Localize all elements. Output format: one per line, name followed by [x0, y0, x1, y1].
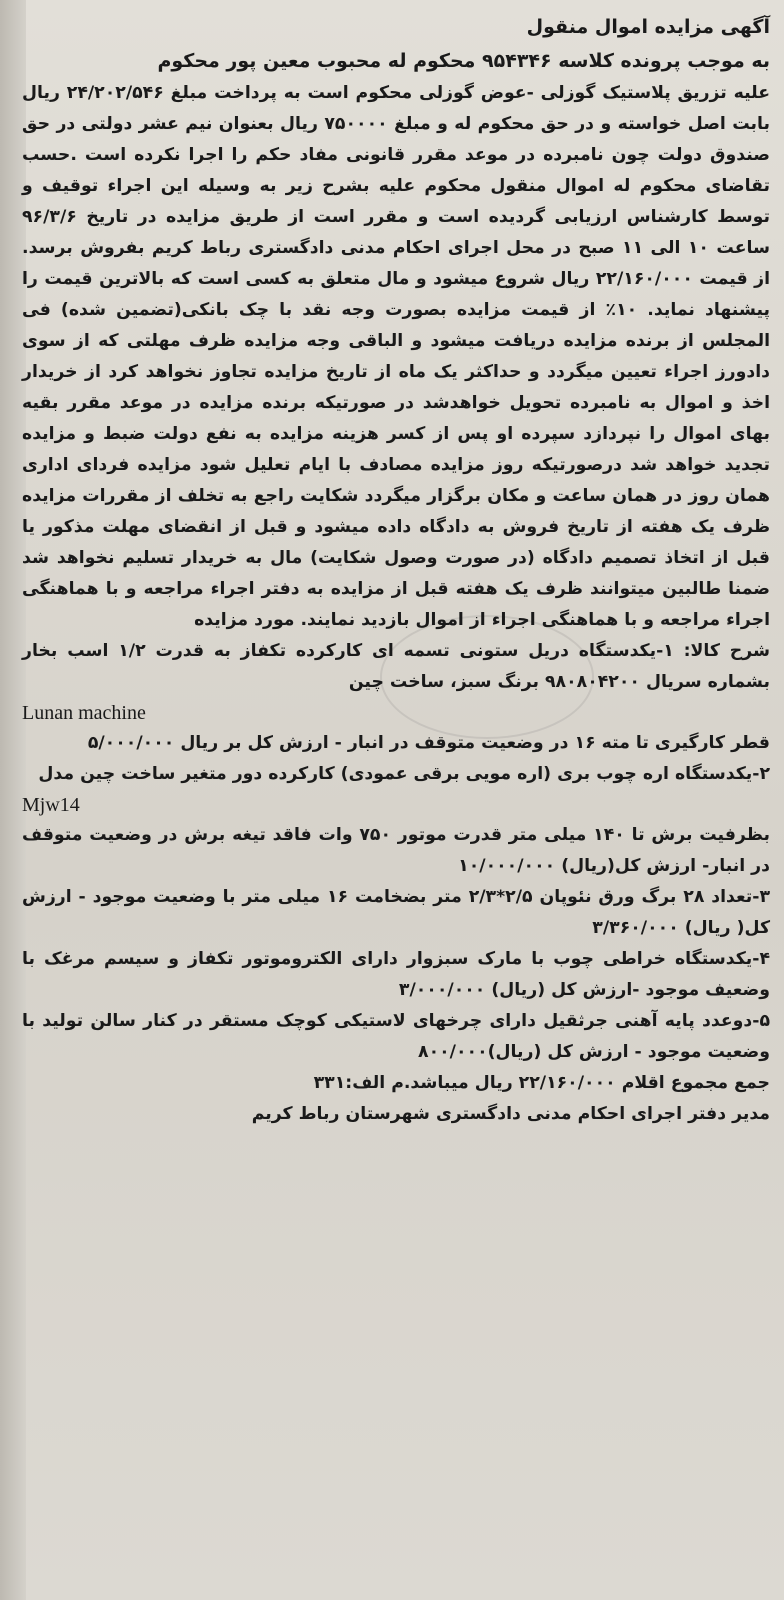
notice-total: جمع مجموع اقلام ۲۲/۱۶۰/۰۰۰ ریال میباشد.م الف:۳۳۱: [313, 1073, 770, 1093]
item-2-value: بظرفیت برش تا ۱۴۰ میلی متر قدرت موتور ۷۵۰ وات فاقد تیغه برش در وضعیت متوقف در انبار- ارزش کل(ریال) ۱۰/۰۰۰/۰۰۰: [22, 825, 770, 876]
item-5-description: ۵-دوعدد پایه آهنی جرثقیل دارای چرخهای لاستیکی کوچک مستقر در کنار سالن تولید با وضعیت موجود - ارزش کل (ریال)۸۰۰/۰۰۰: [22, 1011, 770, 1062]
notice-subtitle: به موجب پرونده کلاسه ۹۵۴۳۴۶ محکوم له محبوب معین پور محکوم: [157, 50, 770, 72]
item-3-description: ۳-تعداد ۲۸ برگ ورق نئوپان ۲/۵*۲/۳ متر بضخامت ۱۶ میلی متر با وضعیت موجود - ارزش کل( ریال) ۳/۳۶۰/۰۰۰: [22, 887, 771, 938]
item-1-value: قطر کارگیری تا مته ۱۶ در وضعیت متوقف در انبار - ارزش کل بر ریال ۵/۰۰۰/۰۰۰: [87, 733, 770, 753]
item-1-model: Lunan machine: [22, 702, 146, 724]
auction-notice: [22, 10, 770, 1130]
notice-title: آگهی مزایده اموال منقول: [526, 16, 770, 38]
notice-body: علیه تزریق پلاستیک گوزلی -عوض گوزلی محکوم است به پرداخت مبلغ ۲۴/۲۰۲/۵۴۶ ریال بابت اصل خواسته و در حق محکوم له و مبلغ ۷۵۰۰۰۰ ریال بعنوان نیم عشر دولتی در حق صندوق دولت چون نامبرده در موعد مقرر قانونی مفاد حکم را اجرا نکرده است .حسب تقاضای محکوم له اموال منقول محکوم علیه بشرح زیر به وسیله این اجراء توقیف و توسط کارشناس ارزیابی گردیده است و مقرر است از طریق مزایده در تاریخ ۹۶/۳/۶ ساعت ۱۰ الی ۱۱ صبح در محل اجرای احکام مدنی دادگستری رباط کریم بفروش برسد. از قیمت ۲۲/۱۶۰/۰۰۰ ریال شروع میشود و مال متعلق به کسی است که بالاترین قیمت را پیشنهاد نماید. ۱۰٪ از قیمت مزایده بصورت وجه نقد با چک بانکی(تضمین شده) فی المجلس از برنده مزایده دریافت میشود و الباقی وجه مزایده ظرف مهلتی که از سوی دادورز اجراء تعیین میگردد و حداکثر یک ماه از تاریخ مزایده تجاوز نخواهد کرد از خریدار اخذ و اموال به نامبرده تحویل خواهدشد در صورتیکه برنده مزایده در موعد مقرر بقیه بهای اموال را نپردازد سپرده او پس از کسر هزینه مزایده به نفع دولت ضبط و مزایده تجدید خواهد شد درصورتیکه روز مزایده مصادف با ایام تعلیل شود مزایده فردای اداری همان روز در همان ساعت و مکان برگزار میگردد شکایت راجع به تخلف از مقررات مزایده ظرف یک هفته از تاریخ فروش به دادگاه داده میشود و قبل از انقضای مهلت مذکور یا قبل از اتخاذ تصمیم دادگاه (در صورت وصول شکایت) مال به خریدار تسلیم نخواهد شد ضمنا طالبین میتوانند ظرف یک هفته قبل از مزایده به دفتر اجراء مراجعه و با هماهنگی اجراء مراجعه و با هماهنگی اجراء از اموال بازدید نمایند. مورد مزایده: [22, 83, 771, 630]
item-4-description: ۴-یکدستگاه خراطی چوب با مارک سبزوار دارای الکتروموتور تکفاز و سیسم مرغک با وضعیف موجود -ارزش کل (ریال) ۳/۰۰۰/۰۰۰: [22, 949, 770, 1000]
item-2-model: Mjw14: [22, 794, 80, 816]
notice-signature: مدیر دفتر اجرای احکام مدنی دادگستری شهرستان رباط کریم: [251, 1104, 770, 1124]
item-1-description: شرح کالا: ۱-یکدستگاه دریل ستونی تسمه ای کارکرده تکفاز به قدرت ۱/۲ اسب بخار بشماره سریال ۹۸۰۸۰۴۲۰۰ برنگ سبز، ساخت چین: [22, 641, 770, 692]
item-2-description: ۲-یکدستگاه اره چوب بری (اره مویی برقی عمودی) کارکرده دور متغیر ساخت چین مدل: [38, 764, 770, 784]
